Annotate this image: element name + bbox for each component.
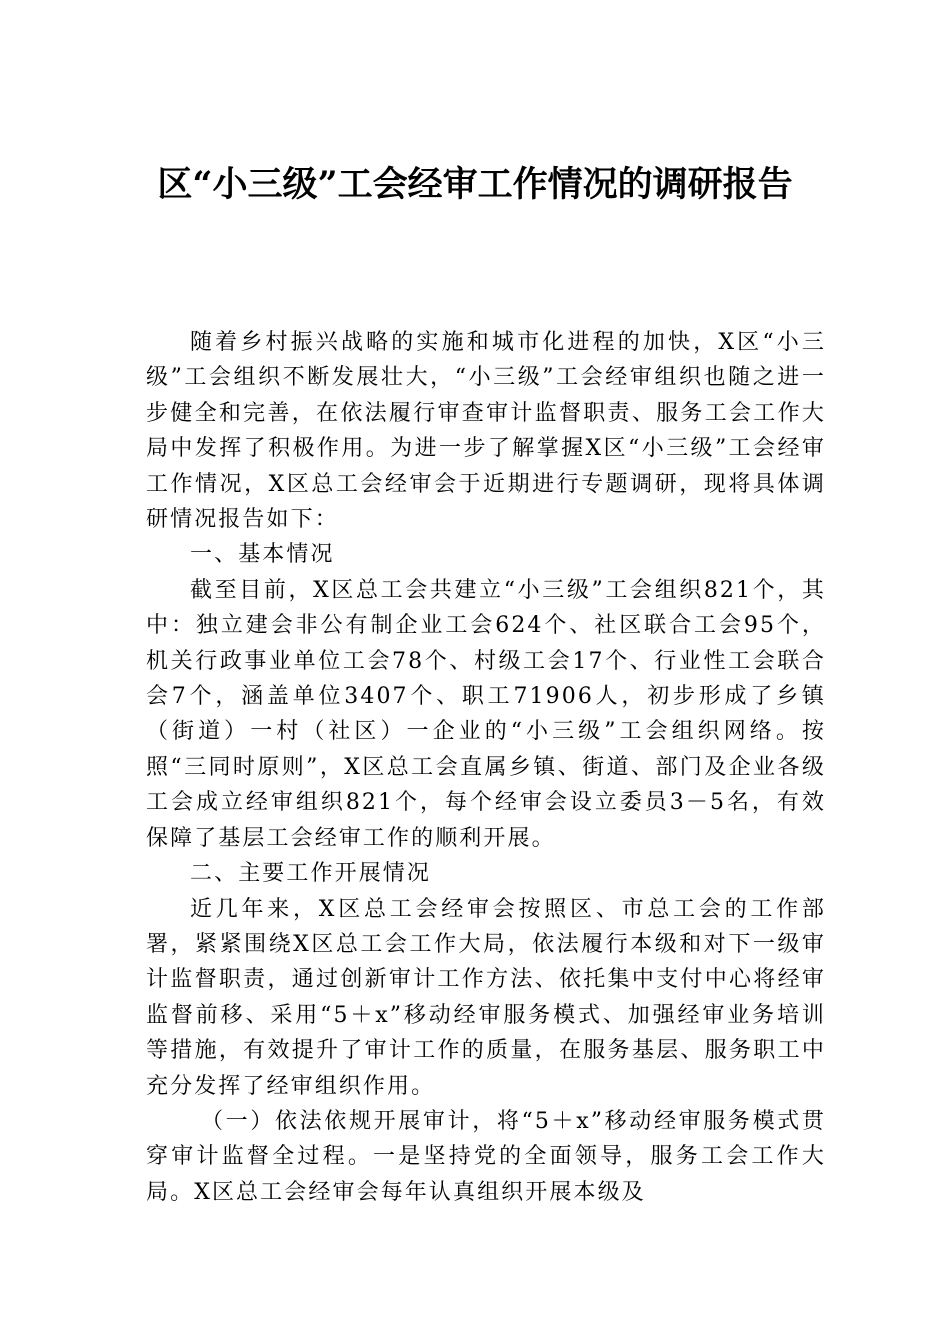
document-body [146,325,826,1210]
section-heading-main-work: 二、主要工作开展情况 [190,861,432,887]
document-title: 区“小三级”工会经审工作情况的调研报告 [157,164,793,205]
basic-situation-paragraph: 截至目前，X区总工会共建立“小三级”工会组织821个，其中：独立建会非公有制企业工会624个、社区联合工会95个，机关行政事业单位工会78个、村级工会17个、行业性工会联合会7个，涵盖单位3407个、职工71906人，初步形成了乡镇（街道）一村（社区）一企业的“小三级”工会组织网络。按照“三同时原则”，X区总工会直属乡镇、街道、部门及企业各级工会成立经审组织821个，每个经审会设立委员3－5名，有效保障了基层工会经审工作的顺利开展。 [146,577,826,851]
subsection-paragraph: （一）依法依规开展审计，将“5＋x”移动经审服务模式贯穿审计监督全过程。一是坚持党的全面领导，服务工会工作大局。X区总工会经审会每年认真组织开展本级及 [146,1108,826,1205]
main-work-paragraph: 近几年来，X区总工会经审会按照区、市总工会的工作部署，紧紧围绕X区总工会工作大局，依法履行本级和对下一级审计监督职责，通过创新审计工作方法、依托集中支付中心将经审监督前移、采用“5＋x”移动经审服务模式、加强经审业务培训等措施，有效提升了审计工作的质量，在服务基层、服务职工中充分发挥了经审组织作用。 [146,896,826,1099]
intro-paragraph: 随着乡村振兴战略的实施和城市化进程的加快，X区“小三级”工会组织不断发展壮大，“小三级”工会经审组织也随之进一步健全和完善，在依法履行审查审计监督职责、服务工会工作大局中发挥了积极作用。为进一步了解掌握X区“小三级”工会经审工作情况，X区总工会经审会于近期进行专题调研，现将具体调研情况报告如下： [146,330,826,533]
section-heading-basic: 一、基本情况 [190,542,335,568]
